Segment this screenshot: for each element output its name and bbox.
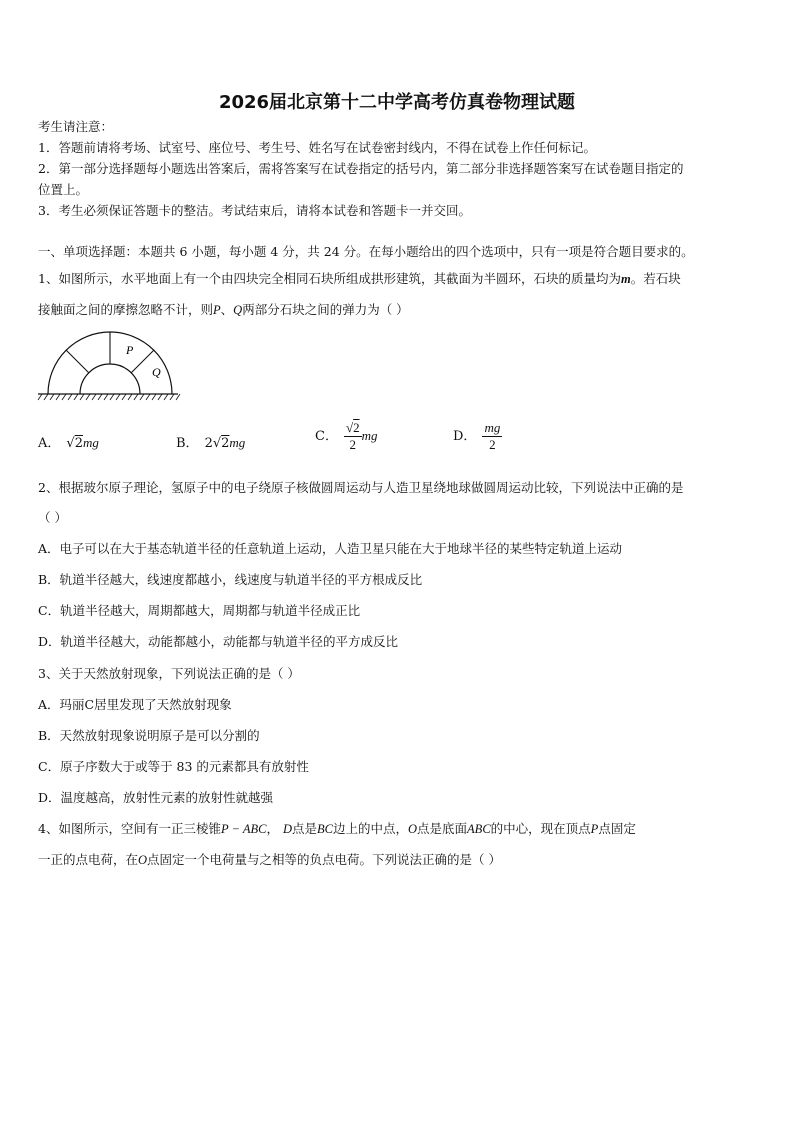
question-1-line-2 [38, 301, 758, 319]
q4-text-e: 点是底面 [417, 821, 468, 836]
q4-text-h: 一正的点电荷，在 [38, 852, 139, 867]
inner-arc [80, 364, 140, 394]
q2-option-d[interactable]: D．轨道半径越大，动能都越小，动能都与轨道半径的平方成反比 [38, 634, 399, 649]
page-title: 2026届北京第十二中学高考仿真卷物理试题 [218, 92, 576, 113]
q4-text-g: 点固定 [598, 821, 636, 836]
notice-item-3: 3．考生必须保证答题卡的整洁。考试结束后，请将本试卷和答题卡一并交回。 [38, 203, 471, 218]
q4-text-i: 点固定一个电荷量与之相等的负点电荷。下列说法正确的是（ ） [147, 852, 502, 867]
notice-item-2-cont: 位置上。 [38, 182, 89, 197]
option-a-tail: mg [82, 435, 99, 450]
q4-math-pabc: P − ABC [220, 822, 267, 836]
q1-option-b[interactable]: B． 2√2mg [176, 435, 246, 451]
option-c-numerator: 2 [353, 420, 360, 435]
option-a-label: A． [38, 436, 61, 451]
q1-option-c[interactable] [315, 420, 377, 453]
q1-sep: 、 [220, 302, 234, 317]
option-b-tail: mg [229, 435, 246, 450]
question-4-line-2 [38, 851, 758, 869]
q4-text-b: ， [266, 821, 279, 836]
q2-option-a[interactable]: A．电子可以在大于基态轨道半径的任意轨道上运动，人造卫星只能在大于地球半径的某些特定轨道上运动 [38, 541, 623, 556]
joint-left [66, 350, 89, 373]
option-b-coef: 2 [204, 436, 213, 451]
q1-var-q: Q [233, 303, 243, 317]
q1-option-d[interactable] [453, 420, 502, 453]
q1-text-b: 。若石块 [630, 271, 681, 286]
label-p: P [126, 343, 134, 357]
q3-option-c[interactable]: C．原子序数大于或等于 83 的元素都具有放射性 [38, 759, 309, 774]
section-heading: 一、单项选择题：本题共 6 小题，每小题 4 分，共 24 分。在每小题给出的四个选项中，只有一项是符合题目要求的。 [38, 244, 694, 259]
q4-math-p: P [590, 822, 599, 836]
notice-item-2: 2．第一部分选择题每小题选出答案后，需将答案写在试卷指定的括号内，第二部分非选择题答案写在试卷题目指定的 [38, 161, 684, 176]
question-1-line-1 [38, 270, 758, 288]
q1-text-c: 接触面之间的摩擦忽略不计，则 [38, 302, 214, 317]
question-4-line-1 [38, 820, 758, 838]
option-d-denominator: 2 [489, 437, 496, 452]
option-c-denominator: 2 [349, 437, 357, 452]
q1-option-a[interactable]: A． √2mg [38, 435, 99, 451]
q4-math-bc: BC [317, 822, 333, 836]
q4-math-o: O [408, 822, 418, 836]
notice-item-1: 1．答题前请将考场、试室号、座位号、考生号、姓名写在试卷密封线内，不得在试卷上作任何标记。 [38, 140, 596, 155]
option-c-tail: mg [361, 428, 378, 443]
q3-option-d[interactable]: D．温度越高，放射性元素的放射性就越强 [38, 790, 274, 805]
question-2-line-2: （ ） [38, 510, 67, 525]
option-d-numerator: mg [484, 420, 501, 435]
q1-var-m: m [620, 272, 631, 286]
q1-text-a: 1、如图所示，水平地面上有一个由四块完全相同石块所组成拱形建筑，其截面为半圆环，石块的质量均为 [38, 271, 621, 286]
option-c-label: C． [315, 429, 338, 444]
joint-right [131, 350, 154, 373]
label-q: Q [152, 365, 161, 379]
q1-var-p: P [213, 303, 221, 317]
q3-option-b[interactable]: B．天然放射现象说明原子是可以分割的 [38, 728, 260, 743]
q2-option-c[interactable]: C．轨道半径越大，周期都越大，周期都与轨道半径成正比 [38, 603, 361, 618]
option-d-fraction [482, 420, 502, 453]
notice-heading: 考生请注意： [38, 119, 114, 134]
q4-text-f: 的中心，现在顶点 [490, 821, 591, 836]
arch-figure [36, 326, 186, 402]
q4-math-d: D [282, 822, 292, 836]
q2-option-b[interactable]: B．轨道半径越大，线速度都越小，线速度与轨道半径的平方根成反比 [38, 572, 423, 587]
option-b-radicand: 2 [221, 436, 230, 451]
q4-math-abc: ABC [467, 822, 491, 836]
option-d-label: D． [453, 429, 477, 444]
q4-math-o2: O [138, 853, 148, 867]
option-b-label: B． [176, 436, 199, 451]
q4-text-a: 4、如图所示，空间有一正三棱锥 [38, 821, 221, 836]
option-c-fraction: $\frac{√2}{2}$ [345, 420, 360, 452]
ground-hatching [38, 394, 180, 400]
q4-text-d: 边上的中点， [332, 821, 408, 836]
q3-option-a[interactable]: A．玛丽C居里发现了天然放射现象 [38, 697, 232, 712]
q4-text-c: 点是 [291, 821, 317, 836]
option-a-radicand: 2 [74, 436, 83, 451]
q1-text-d: 两部分石块之间的弹力为（ ） [242, 302, 409, 317]
question-2-line-1: 2、根据玻尔原子理论，氢原子中的电子绕原子核做圆周运动与人造卫星绕地球做圆周运动比较，下列说法中正确的是 [38, 480, 684, 495]
question-3-stem: 3、关于天然放射现象，下列说法正确的是（ ） [38, 666, 300, 681]
